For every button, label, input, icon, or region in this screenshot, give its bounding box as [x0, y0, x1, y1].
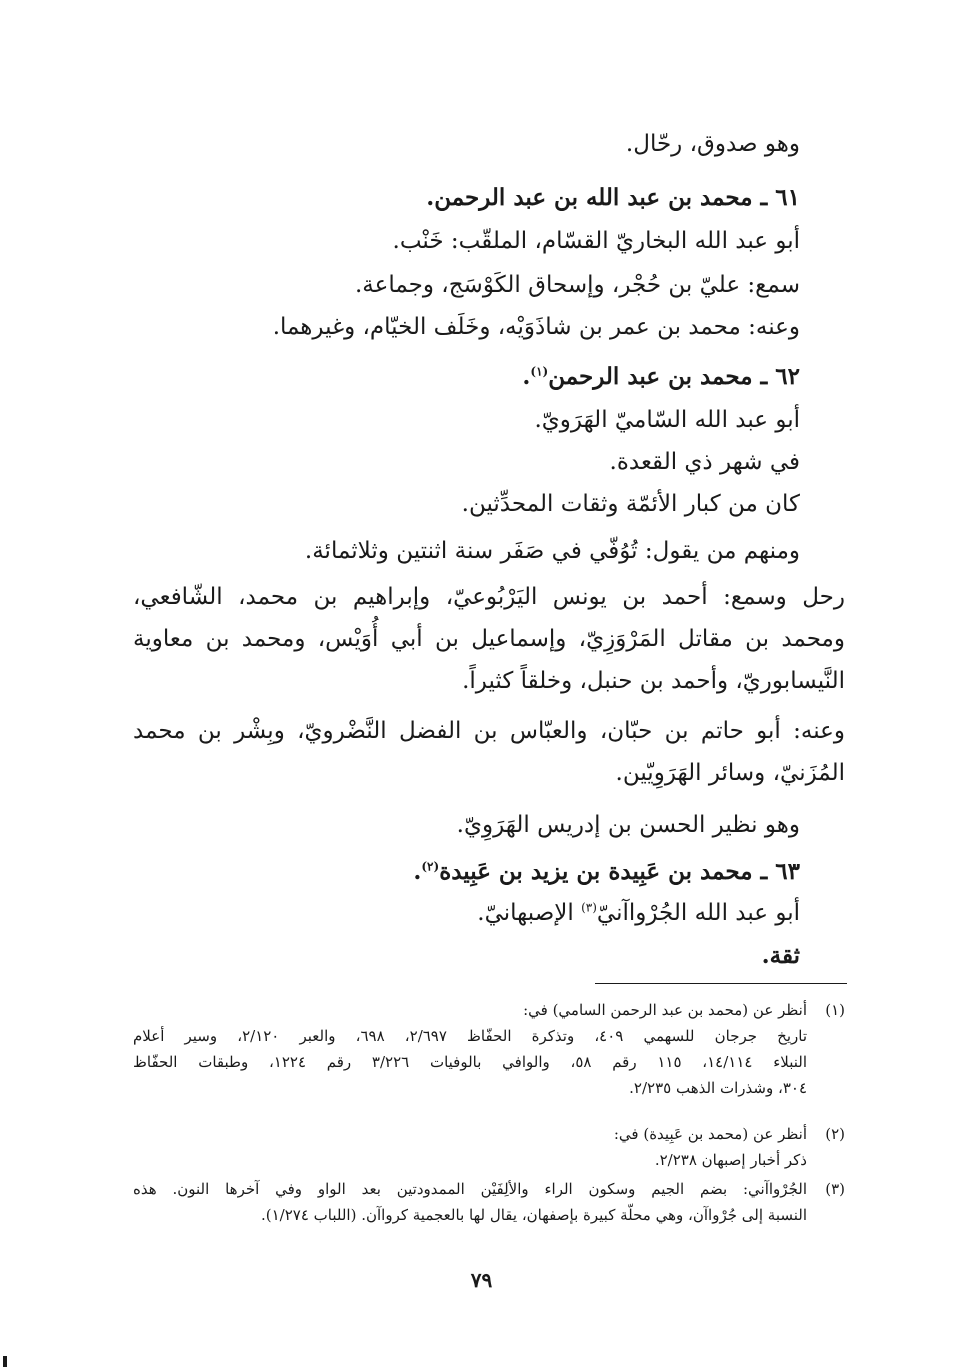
text-line: سمع: عليّ بن حُجْر، وإسحاق الكَوْسَج، وجماعة.	[354, 272, 800, 298]
footnote-text: النبلاء ١٤/١١٤، ١١٥ رقم ٥٨، والوافي بالوفيات ٣/٢٢٦ رقم ١٢٢٤، وطبقات الحفّاظ	[133, 1053, 808, 1071]
text-line: ثقة.	[761, 942, 800, 969]
text-line: ومحمد بن مقاتل المَرْوَزِيّ، وإسماعيل بن أبي أُوَيْس، ومحمد بن معاوية	[133, 626, 845, 652]
footnote-number: (٣)	[825, 1180, 845, 1198]
footnote-1	[133, 998, 845, 1022]
entry-heading-61: ٦١ ـ محمد بن عبد الله بن عبد الرحمن.	[426, 184, 800, 211]
footnote-2	[133, 1122, 845, 1146]
footnote-text: ذكر أخبار إصبهان ٢/٢٣٨.	[654, 1151, 807, 1169]
footnote-ref-1: (١)	[530, 364, 549, 379]
footnote-text: النسبة إلى جُرْواآن، وهي محلّة كبيرة بإصفهان، يقال لها بالعجمية كرواآن. (اللباب ١/٢٧٤).	[261, 1206, 807, 1224]
text-line: وهو صدوق، رحّال.	[625, 131, 800, 157]
entry-heading-63: ٦٣ ـ محمد بن عَبِيدة بن يزيد بن عَبِيدة$^{(٢)}$.	[413, 858, 800, 885]
footnote-number: (٢)	[825, 1125, 845, 1143]
text-line: أبو عبد الله السّاميّ الهَرَويّ.	[534, 407, 800, 433]
footnote-ref-2: (٢)	[421, 859, 440, 874]
footnote-text: الجُرْواآني: بضم الجيم وسكون الراء والألِفَيْن الممدودتين بعد الواو وفي آخرها النون. هذه	[133, 1180, 807, 1198]
text-line: النَّيسابوريّ، وأحمد بن حنبل، وخلقاً كثيراً.	[462, 668, 845, 694]
entry-heading-62: ٦٢ ـ محمد بن عبد الرحمن$^{(١)}$.	[522, 363, 800, 390]
text-line: وعنه: محمد بن عمر بن شاذَوَيْه، وخَلَف الخيّام، وغيرهما.	[272, 314, 800, 340]
footnote-text: أنظر عن (محمد بن عَبِيدة) في:	[613, 1125, 807, 1143]
scan-mark	[3, 1356, 7, 1367]
text-line: رحل وسمع: أحمد بن يونس اليَرْبُوعيّ، وإبراهيم بن محمد، الشّافعي،	[133, 584, 845, 610]
footnote-number: (١)	[825, 1001, 845, 1019]
footnote-text: ٣٠٤، وشذرات الذهب ٢/٢٣٥.	[629, 1079, 807, 1097]
text-line: وعنه: أبو حاتم بن حبّان، والعبّاس بن الفضل النَّضْرويّ، وبِشْر بن محمد	[133, 718, 845, 744]
text-line: كان من كبار الأئمّة وثقات المحدِّثين.	[461, 491, 800, 517]
footnote-ref-3: (٣)	[581, 900, 597, 915]
text-line: أبو عبد الله البخاريّ القسّام، الملقّب: خَنْب.	[392, 228, 800, 254]
text-line: أبو عبد الله الجُرْواآنيّ$^{(٣)}$ الإصبهانيّ.	[477, 900, 800, 926]
text-line: ومنهم من يقول: تُوُفّي في صَفَر سنة اثنتين وثلاثمائة.	[304, 538, 800, 564]
footnote-text: تاريخ جرجان للسهمي ٤٠٩، وتذكرة الحفّاظ ٢/٦٩٧، ٦٩٨، والعبر ٢/١٢٠، وسير أعلام	[133, 1027, 807, 1045]
text-line: المُزَنيّ، وسائر الهَرَوِيّين.	[615, 760, 845, 786]
footnote-3	[133, 1177, 845, 1201]
footnote-separator	[595, 983, 847, 984]
page-number: ٧٩	[470, 1268, 493, 1292]
text-line: وهو نظير الحسن بن إدريس الهَرَوِيّ.	[456, 812, 800, 838]
text-line: في شهر ذي القعدة.	[609, 449, 800, 475]
footnote-text: أنظر عن (محمد بن عبد الرحمن السامي) في:	[523, 1001, 807, 1019]
